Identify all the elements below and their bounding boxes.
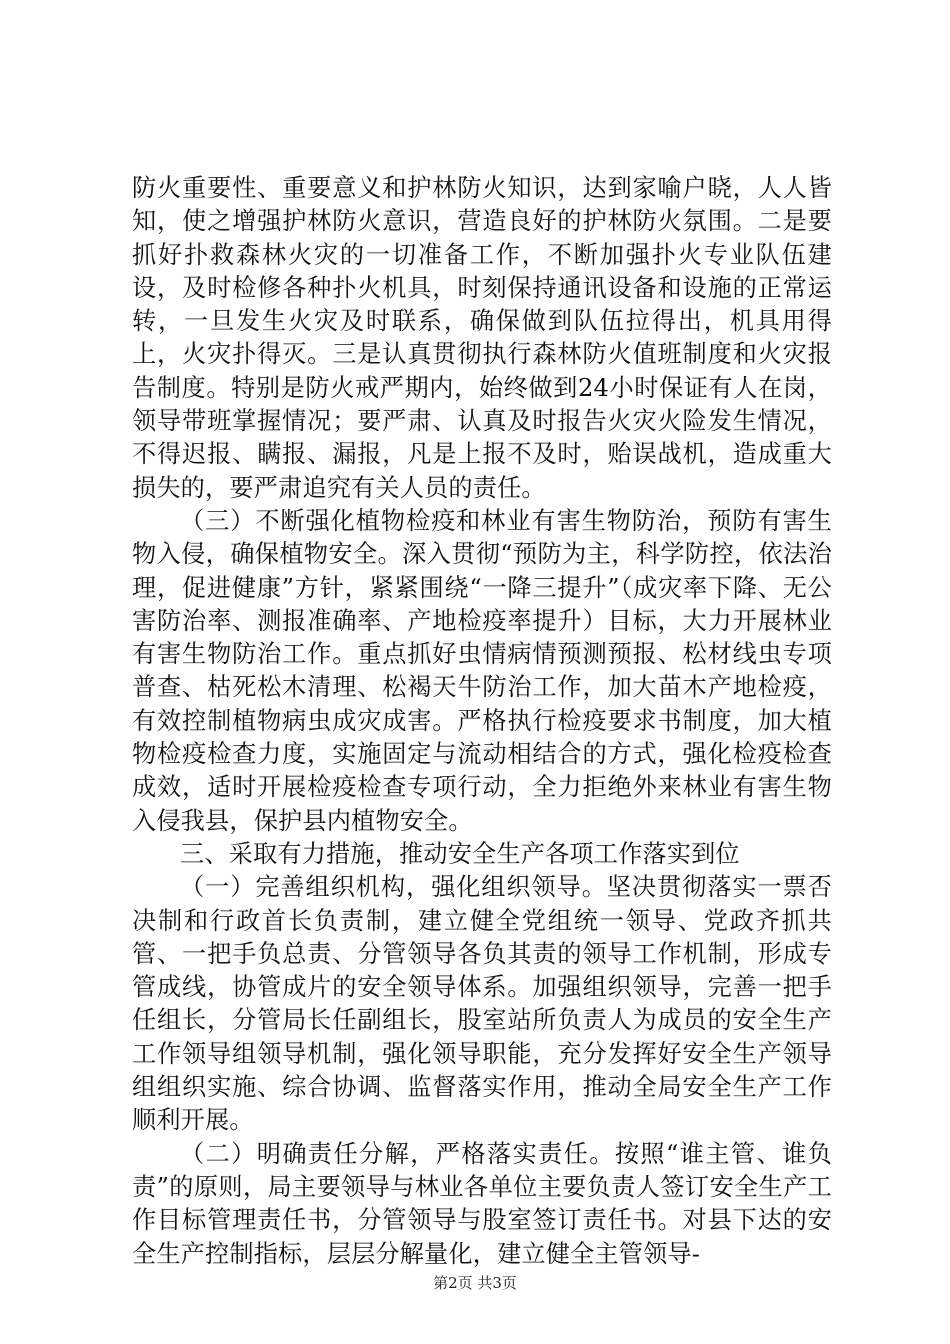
paragraph-organization: （一）完善组织机构，强化组织领导。坚决贯彻落实一票否决制和行政首长负责制，建立健全党组统一领导、党政齐抓共管、一把手负总责、分管领导各负其责的领导工作机制，形成专管成线，协管成片的安全领导体系。加强组织领导，完善一把手任组长，分管局长任副组长，股室站所负责人为成员的安全生产工作领导组领导机制，强化领导职能，充分发挥好安全生产领导组组织实施、综合协调、监督落实作用，推动全局安全生产工作顺利开展。 — [132, 873, 832, 1135]
paragraph-fire-prevention: 防火重要性、重要意义和护林防火知识，达到家喻户晓，人人皆知，使之增强护林防火意识，营造良好的护林防火氛围。二是要抓好扑救森林火灾的一切准备工作，不断加强扑火专业队伍建设，及时检修各种扑火机具，时刻保持通讯设备和设施的正常运转，一旦发生火灾及时联系，确保做到队伍拉得出，机具用得上，火灾扑得灭。三是认真贯彻执行森林防火值班制度和火灾报告制度。特别是防火戒严期内，始终做到24小时保证有人在岗，领导带班掌握情况；要严肃、认真及时报告火灾火险发生情况，不得迟报、瞒报、漏报，凡是上报不及时，贻误战机，造成重大损失的，要严肃追究有关人员的责任。 — [132, 174, 832, 502]
section-heading-measures: 三、采取有力措施，推动安全生产各项工作落实到位 — [180, 839, 740, 868]
paragraph-plant-quarantine: （三）不断强化植物检疫和林业有害生物防治，预防有害生物入侵，确保植物安全。深入贯彻“预防为主，科学防控，依法治理，促进健康”方针，紧紧围绕“一降三提升”（成灾率下降、无公害防治率、测报准确率、产地检疫率提升）目标，大力开展林业有害生物防治工作。重点抓好虫情病情预测预报、松材线虫专项普查、枯死松木清理、松褐天牛防治工作，加大苗木产地检疫，有效控制植物病虫成灾成害。严格执行检疫要求书制度，加大植物检疫检查力度，实施固定与流动相结合的方式，强化检疫检查成效，适时开展检疫检查专项行动，全力拒绝外来林业有害生物入侵我县，保护县内植物安全。 — [132, 506, 832, 835]
document-body — [132, 172, 832, 1271]
paragraph-responsibility: （二）明确责任分解，严格落实责任。按照“谁主管、谁负责”的原则，局主要领导与林业各单位主要负责人签订安全生产工作目标管理责任书，分管领导与股室签订责任书。对县下达的安全生产控制指标，层层分解量化，建立健全主管领导- — [132, 1139, 832, 1268]
page-footer: 第2页 共3页 — [433, 1274, 517, 1292]
